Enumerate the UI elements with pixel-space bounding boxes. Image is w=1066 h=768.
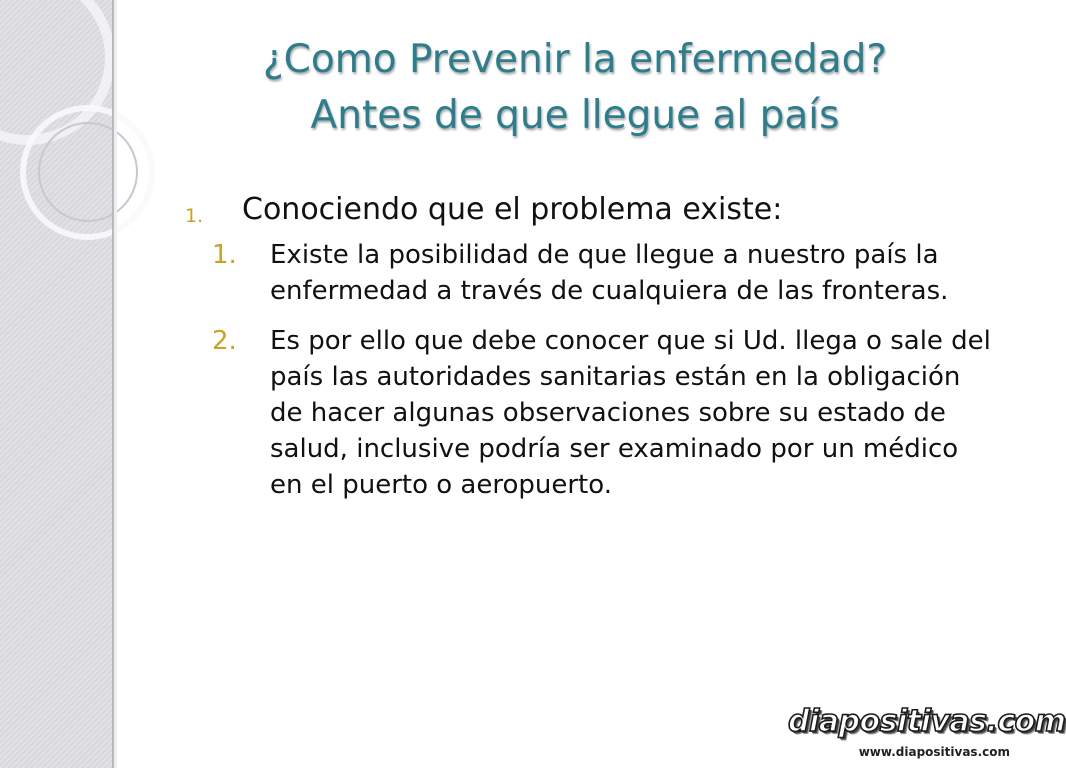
diapositivas-logo xyxy=(788,704,1066,766)
sub-list-item-text: Es por ello que debe conocer que si Ud. llega o sale del país las autoridades sanitarias están en la obligación de hacer algunas observaciones sobre su estado de salud, inclusive podría ser examinado por un médico en el puerto o aeropuerto. xyxy=(270,326,991,500)
band-divider-highlight xyxy=(114,0,117,768)
slide-title xyxy=(150,32,1000,144)
list-item xyxy=(185,190,1005,230)
logo-url: www.diapositivas.com xyxy=(858,745,1010,759)
list-item-text: Conociendo que el problema existe: xyxy=(242,192,783,227)
sub-list-item xyxy=(212,323,1005,503)
sub-list-number: 2. xyxy=(212,326,237,356)
title-line-1: ¿Como Prevenir la enfermedad? xyxy=(262,37,888,82)
sub-list-number: 1. xyxy=(212,240,237,270)
logo-text: diapositivas.com xyxy=(788,704,1066,739)
title-line-2: Antes de que llegue al país xyxy=(310,93,840,138)
slide-body xyxy=(185,190,1005,503)
decorative-ring-icon xyxy=(38,122,138,222)
left-decorative-band xyxy=(0,0,112,768)
sub-list-item-text: Existe la posibilidad de que llegue a nuestro país la enfermedad a través de cualquiera de las fronteras. xyxy=(270,240,949,306)
sub-list-item xyxy=(212,237,1005,309)
list-number: 1. xyxy=(185,205,204,227)
